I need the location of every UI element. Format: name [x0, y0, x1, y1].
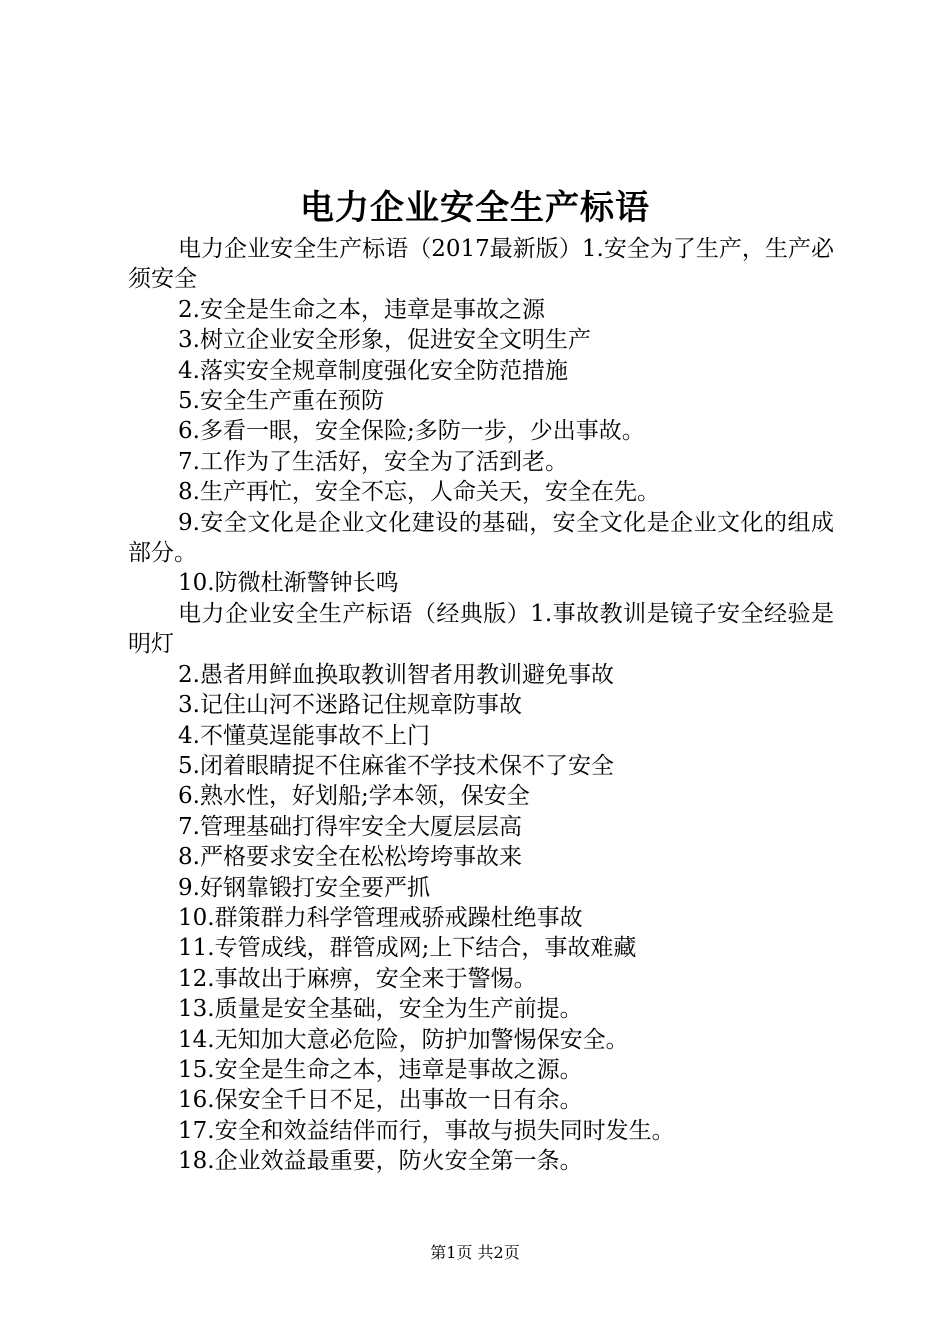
paragraph: 2.安全是生命之本，违章是事故之源	[178, 296, 545, 323]
paragraph: 4.落实安全规章制度强化安全防范措施	[178, 357, 568, 384]
paragraph: 5.闭着眼睛捉不住麻雀不学技术保不了安全	[178, 752, 614, 779]
paragraph: 11.专管成线，群管成网;上下结合，事故难藏	[178, 935, 637, 962]
page-number-footer: 第1页 共2页	[430, 1243, 520, 1262]
paragraph: 7.管理基础打得牢安全大厦层层高	[178, 813, 522, 840]
paragraph: 14.无知加大意必危险，防护加警惕保安全。	[178, 1026, 629, 1053]
paragraph: 18.企业效益最重要，防火安全第一条。	[178, 1148, 583, 1175]
paragraph: 13.质量是安全基础，安全为生产前提。	[178, 996, 583, 1023]
paragraph: 6.多看一眼，安全保险;多防一步，少出事故。	[178, 418, 645, 445]
paragraph: 电力企业安全生产标语（2017最新版）1.安全为了生产，生产必须安全	[128, 236, 834, 293]
paragraph: 4.不懂莫逞能事故不上门	[178, 722, 430, 749]
paragraph: 9.好钢靠锻打安全要严抓	[178, 874, 430, 901]
paragraph: 12.事故出于麻痹，安全来于警惕。	[178, 965, 537, 992]
paragraph: 16.保安全千日不足，出事故一日有余。	[178, 1087, 583, 1114]
paragraph: 10.防微杜渐警钟长鸣	[178, 570, 399, 597]
paragraph: 8.严格要求安全在松松垮垮事故来	[178, 844, 522, 871]
paragraph: 电力企业安全生产标语（经典版）1.事故教训是镜子安全经验是明灯	[128, 600, 834, 658]
document-body	[128, 234, 834, 1177]
paragraph: 3.树立企业安全形象，促进安全文明生产	[178, 327, 591, 354]
paragraph: 7.工作为了生活好，安全为了活到老。	[178, 448, 568, 475]
paragraph: 8.生产再忙，安全不忘，人命关天，安全在先。	[178, 479, 660, 506]
paragraph: 6.熟水性，好划船;学本领，保安全	[178, 783, 530, 810]
paragraph: 15.安全是生命之本，违章是事故之源。	[178, 1056, 583, 1083]
paragraph: 10.群策群力科学管理戒骄戒躁杜绝事故	[178, 904, 583, 931]
paragraph: 3.记住山河不迷路记住规章防事故	[178, 692, 522, 719]
paragraph: 9.安全文化是企业文化建设的基础，安全文化是企业文化的组成部分。	[128, 509, 834, 567]
document-title: 电力企业安全生产标语	[300, 188, 650, 228]
paragraph: 2.愚者用鲜血换取教训智者用教训避免事故	[178, 661, 614, 688]
paragraph: 17.安全和效益结伴而行，事故与损失同时发生。	[178, 1117, 675, 1144]
paragraph: 5.安全生产重在预防	[178, 388, 384, 415]
